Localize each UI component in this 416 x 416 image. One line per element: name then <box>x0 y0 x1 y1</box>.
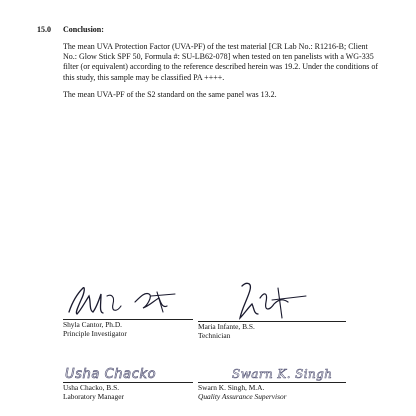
signature-infante-image <box>198 278 348 326</box>
signatory-name: Swarn K. Singh, M.A. <box>198 383 265 392</box>
standard-paragraph: The mean UVA-PF of the S2 standard on the same panel was 13.2. <box>63 90 277 99</box>
signatory-role: Quality Assurance Supervisor <box>198 392 287 401</box>
signature-chacko-image <box>63 362 213 384</box>
signatory-role: Principle Investigator <box>63 329 127 338</box>
signature-cantor-image <box>63 282 213 322</box>
signatory-name: Usha Chacko, B.S. <box>63 383 120 392</box>
signatory-role: Technician <box>198 331 231 340</box>
section-number: 15.0 <box>37 25 51 34</box>
signatory-name: Maria Infante, B.S. <box>198 322 255 331</box>
conclusion-paragraph: The mean UVA Protection Factor (UVA-PF) of the test material [CR Lab No.: R1216-B; Client No.: Glow Stick SPF 50, Formula #: SU-LB62-078] when tested on ten panelists with a WG-335 filter (or equivalent) according to the reference described herein was 19.2. Under the conditions of this study, this sample may be classified PA ++++. <box>63 42 378 82</box>
signature-singh-handwriting: Swarn K. Singh <box>232 367 333 381</box>
signature-chacko-handwriting: Usha Chacko <box>65 367 157 382</box>
signatory-name: Shyla Cantor, Ph.D. <box>63 320 123 329</box>
section-title: Conclusion: <box>63 25 104 34</box>
signatory-role: Laboratory Manager <box>63 392 124 401</box>
signature-singh-image <box>198 362 348 384</box>
